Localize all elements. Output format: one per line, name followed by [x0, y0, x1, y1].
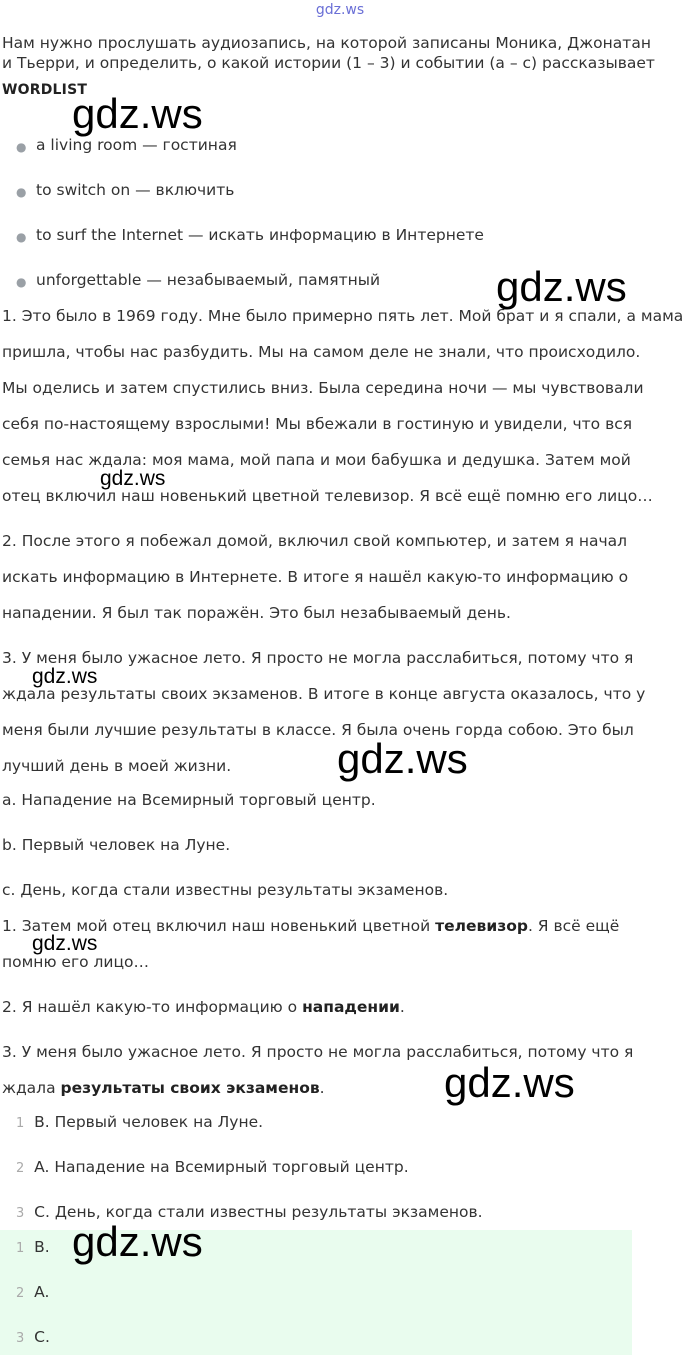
event-c: c. День, когда стали известны результаты экзаменов. — [2, 881, 449, 899]
story-1-text: 1. Это было в 1969 году. Мне было примерно пять лет. Мой брат и я спали, а мама пришла, чтобы нас разбудить. Мы на самом деле не знали, что происходило. Мы оделись и затем спустились вниз. Была середина ночи — мы чувствовали себя по-настоящему взрослыми! Мы вбежали в гостиную и увидели, что вся семья нас ждала: моя мама, мой папа и мои бабушка и дедушка. Затем мой отец включил наш новенький цветной телевизор. Я всё ещё помню его лицо… — [2, 307, 683, 505]
watermark: gdz.ws — [337, 735, 468, 782]
wordlist-item: a living room — гостиная — [36, 136, 237, 154]
match-list-item: 1 B. Первый человек на Луне. — [16, 1113, 264, 1131]
key-sentence-3: 3. У меня было ужасное лето. Я просто не могла расслабиться, потому что я ждала результаты своих экзаменов. — [2, 1043, 634, 1097]
bullet-icon: ● — [16, 275, 27, 289]
watermark: gdz.ws — [496, 263, 627, 310]
story-2-text: 2. После этого я побежал домой, включил свой компьютер, и затем я начал искать информацию в Интернете. В итоге я нашёл какую-то информацию о нападении. Я был так поражён. Это был незабываемый день. — [2, 532, 629, 622]
wordlist-item: unforgettable — незабываемый, памятный — [36, 271, 381, 289]
key-sentence-1: 1. Затем мой отец включил наш новенький цветной телевизор. Я всё ещё помню его лицо… — [2, 917, 620, 971]
story-3-text: 3. У меня было ужасное лето. Я просто не могла расслабиться, потому что я ждала результаты своих экзаменов. В итоге в конце августа оказалось, что у меня были лучшие результаты в классе. Я была очень горда собою. Это был лучший день в моей жизни. — [2, 649, 646, 775]
wordlist-title: WORDLIST — [2, 82, 88, 98]
wordlist-item: to switch on — включить — [36, 181, 235, 199]
bullet-icon: ● — [16, 140, 27, 154]
bullet-icon: ● — [16, 185, 27, 199]
wordlist-item: to surf the Internet — искать информацию в Интернете — [36, 226, 484, 244]
answer-item: 2 A. — [16, 1283, 50, 1301]
intro-cut-line: и Тьерри, и определить, о какой истории (1 – 3) и событии (a – c) рассказывает — [2, 54, 655, 72]
answer-item: 1 B. — [16, 1238, 50, 1256]
watermark: gdz.ws — [32, 665, 98, 688]
watermark: gdz.ws — [72, 1218, 203, 1265]
watermark: gdz.ws — [444, 1059, 575, 1106]
event-b: b. Первый человек на Луне. — [2, 836, 231, 854]
watermark: gdz.ws — [72, 90, 203, 137]
answer-item: 3 C. — [16, 1328, 50, 1346]
watermark: gdz.ws — [100, 467, 166, 490]
event-a: a. Нападение на Всемирный торговый центр. — [2, 791, 376, 809]
bullet-icon: ● — [16, 230, 27, 244]
intro-text: Нам нужно прослушать аудиозапись, на которой записаны Моника, Джонатан — [2, 34, 651, 52]
match-list-item: 2 A. Нападение на Всемирный торговый центр. — [16, 1158, 409, 1176]
watermark: gdz.ws — [32, 932, 98, 955]
match-list-item: 3 C. День, когда стали известны результаты экзаменов. — [16, 1203, 483, 1221]
top-watermark-link[interactable]: gdz.ws — [315, 2, 365, 18]
key-sentence-2: 2. Я нашёл какую-то информацию о нападении. — [2, 998, 405, 1016]
